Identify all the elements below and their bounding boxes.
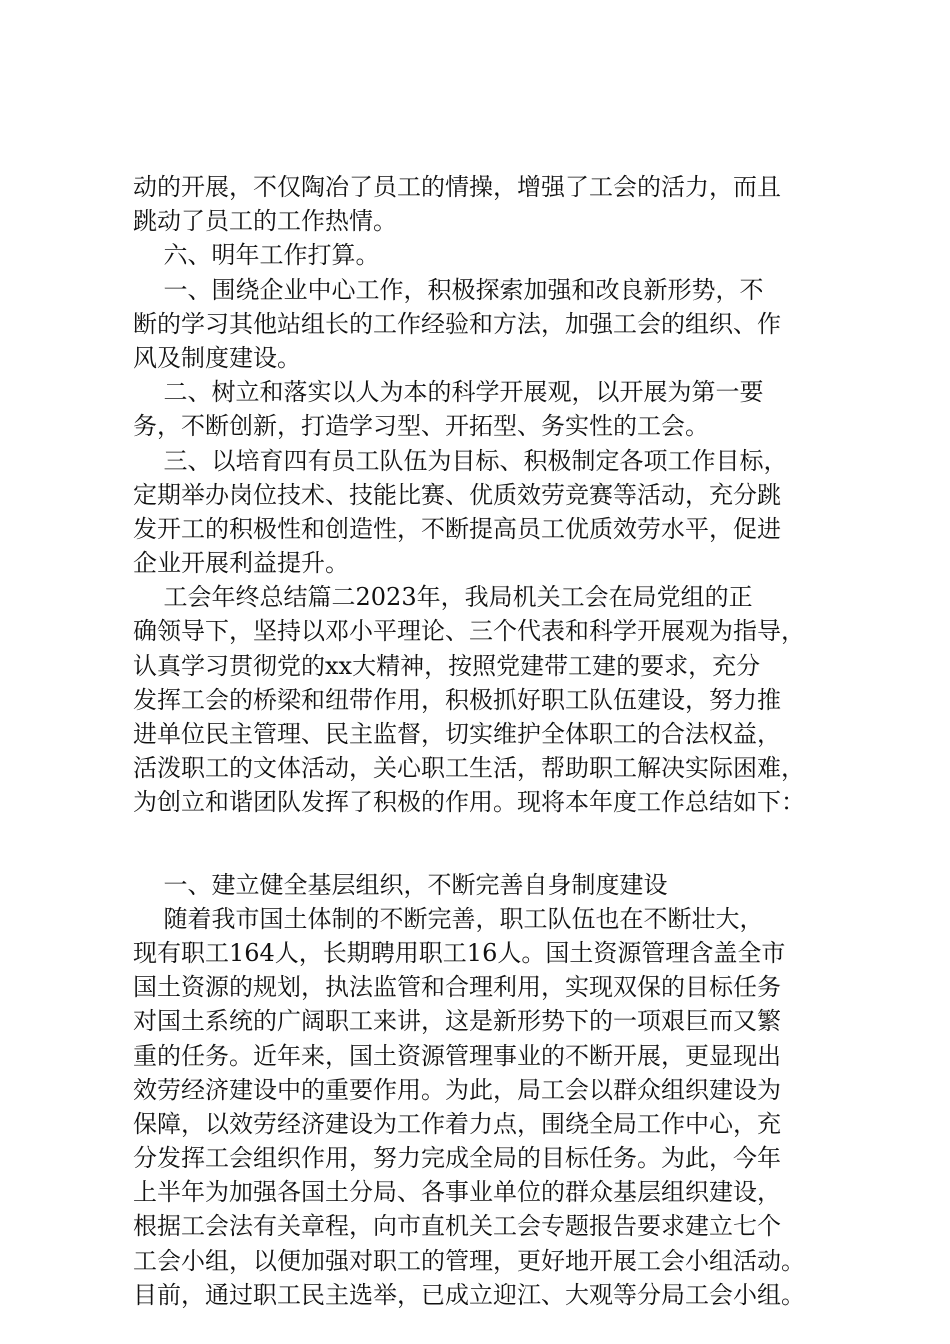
text-line: 认真学习贯彻党的xx大精神，按照党建带工建的要求，充分 (133, 651, 761, 680)
text-line: 对国土系统的广阔职工来讲，这是新形势下的一项艰巨而又繁 (133, 1007, 781, 1036)
text-line: 活泼职工的文体活动，关心职工生活，帮助职工解决实际困难， (133, 754, 805, 783)
text-line: 动的开展，不仅陶冶了员工的情操，增强了工会的活力，而且 (133, 173, 781, 201)
text-line: 发挥工会的桥梁和纽带作用，积极抓好职工队伍建设，努力推 (133, 685, 781, 714)
blank-line (133, 820, 833, 868)
text-line: 确领导下，坚持以邓小平理论、三个代表和科学开展观为指导， (133, 617, 805, 646)
text-line: 分发挥工会组织作用，努力完成全局的目标任务。为此，今年 (133, 1144, 781, 1173)
text-line: 上半年为加强各国土分局、各事业单位的群众基层组织建设， (133, 1178, 781, 1207)
text-line: 效劳经济建设中的重要作用。为此，局工会以群众组织建设为 (133, 1075, 781, 1104)
text-line: 风及制度建设。 (133, 343, 301, 372)
text-line: 定期举办岗位技术、技能比赛、优质效劳竞赛等活动，充分跳 (133, 480, 781, 509)
section-heading: 一、建立健全基层组织，不断完善自身制度建设 (133, 870, 668, 899)
text-line: 断的学习其他站组长的工作经验和方法，加强工会的组织、作 (133, 309, 781, 338)
text-line: 工会小组，以便加强对职工的管理，更好地开展工会小组活动。 (133, 1246, 805, 1275)
text-line: 为创立和谐团队发挥了积极的作用。现将本年度工作总结如下： (133, 788, 805, 817)
text-line: 重的任务。近年来，国土资源管理事业的不断开展，更显现出 (133, 1041, 781, 1070)
text-line: 务，不断创新，打造学习型、开拓型、务实性的工会。 (133, 412, 709, 441)
text-line: 目前，通过职工民主选举，已成立迎江、大观等分局工会小组。 (133, 1280, 805, 1309)
text-line: 随着我市国土体制的不断完善，职工队伍也在不断壮大， (133, 904, 764, 933)
text-line: 一、围绕企业中心工作，积极探索加强和改良新形势，不 (133, 275, 764, 304)
text-line: 跳动了员工的工作热情。 (133, 207, 397, 236)
text-line: 企业开展利益提升。 (133, 549, 349, 578)
text-line: 工会年终总结篇二2023年，我局机关工会在局党组的正 (133, 583, 753, 612)
text-line: 发开工的积极性和创造性，不断提高员工优质效劳水平，促进 (133, 514, 781, 543)
text-line: 根据工会法有关章程，向市直机关工会专题报告要求建立七个 (133, 1212, 781, 1241)
text-line: 国土资源的规划，执法监管和合理利用，实现双保的目标任务 (133, 973, 781, 1002)
document-body (133, 170, 833, 1312)
section-heading: 六、明年工作打算。 (133, 241, 380, 270)
text-line: 现有职工164人，长期聘用职工16人。国土资源管理含盖全市 (133, 938, 786, 967)
text-line: 三、以培育四有员工队伍为目标、积极制定各项工作目标， (133, 446, 788, 475)
text-line: 进单位民主管理、民主监督，切实维护全体职工的合法权益， (133, 720, 781, 748)
text-line: 保障，以效劳经济建设为工作着力点，围绕全局工作中心，充 (133, 1109, 781, 1138)
text-line: 二、树立和落实以人为本的科学开展观，以开展为第一要 (133, 378, 764, 407)
